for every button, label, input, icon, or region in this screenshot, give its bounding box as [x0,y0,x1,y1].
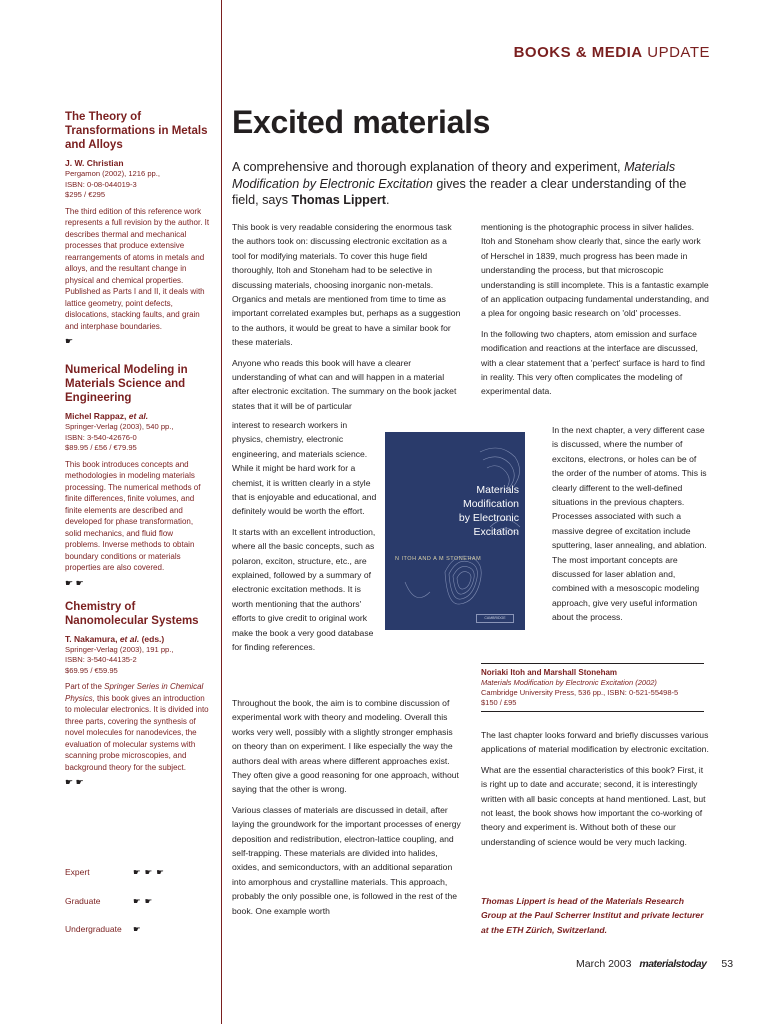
cover-publisher-logo: CAMBRIDGE [476,614,514,623]
paragraph: The last chapter looks forward and briefly discusses various applications of material modification by electronic excitation. [481,730,709,755]
rating-hand-icon: ☛ ☛ [65,577,84,588]
info-authors: Noriaki Itoh and Marshall Stoneham [481,668,618,677]
paragraph: Various classes of materials are discussed in detail, after laying the groundwork for the important processes of energy deposition and redistribution, electron-lattice coupling, and self-trapping. These materials are divided into halides, oxides, and semiconductors, with an additional separation into amorphous and crystalline materials. This approach, probably the only possible one, is followed in the rest of the book. One example worth [232,804,461,916]
paragraph: Anyone who reads this book will have a clearer understanding of what can and will happen in a material after electronic excitation. The summary on the book jacket states that it will be of particular [232,357,457,411]
article-lead [232,159,712,209]
rating-row [65,894,210,923]
book-description [65,681,210,773]
article-column [552,423,709,631]
article-title: Excited materials [232,104,491,140]
book-isbn: ISBN: 3-540-44135-2 [65,655,137,664]
cover-title-line: Materials [476,484,519,496]
rating-key [65,865,210,951]
paragraph: interest to research workers in physics, chemistry, electronic engineering, and materials science. While it might be hard work for a chemist, it is written clearly in a style that is enjoyable and educational, and definitely would be worth the effort. [232,420,377,517]
info-price: $150 / £95 [481,698,517,707]
lead-text: gives the reader a clear understanding of the field, says [232,176,687,207]
page-footer [576,958,733,970]
author-name: T. Nakamura, [65,633,118,644]
book-author [65,634,210,645]
paragraph: mentioning is the photographic process in silver halides. Itoh and Stoneham show clearly that, since the early work of Herschel in 1839, much progress has been made in understanding the process, but that microscopic understanding is still incomplete. This is a fantastic example of an application outpacing fundamental understanding, and a plea for ongoing basic research on 'old' processes. [481,222,709,319]
magazine-logo: materialstoday [639,958,707,970]
paragraph: In the following two chapters, atom emission and surface modification and reactions at the interface are discussed, with a clear statement that a 'perfect' surface is hard to find in reality. This very often complicates the modeling of experimental data. [481,328,705,397]
article-column [232,696,462,924]
book-cover-image [385,432,525,630]
cover-title-line: Excitation [473,526,519,538]
rating-label: Graduate [65,895,101,906]
lead-book-title: Materials Modification by Electronic Excitation [232,160,676,191]
book-description: The third edition of this reference work represents a full revision by the author. It describes thermal and mechanical processes that produce extensive rearrangements of atoms in metals and alloys, and the resultant change in physical and chemical properties. Published as Parts I and II, it deals with lattice geometry, point defects, dislocations, stacking faults, and grain and interphase boundaries. [65,206,210,331]
rating-hand-icon: ☛☛☛ [133,867,168,877]
article-column [481,728,709,855]
cover-authors: N ITOH AND A M STONEHAM [395,556,482,562]
book-publisher: Pergamon (2002), 1216 pp., [65,169,160,178]
paragraph: It starts with an excellent introduction, where all the basic concepts, such as polaron, exciton, structure, etc., are explained, followed by a summary of electronic excitation methods. It is worth mentioning that the authors' efforts to give credit to original work make the book a very good database for finding references. [232,526,376,653]
book-isbn: ISBN: 0-08-044019-3 [65,179,137,189]
paragraph: What are the essential characteristics of this book? First, it is right up to date and accurate; second, it is interestingly written with all basic concepts at hand mentioned. Last, but not least, the book shows how important the co-working of theory and experiment is. Without both of these our understanding of science would be very much lacking. [481,764,706,847]
article-column [232,418,380,661]
author-etal: et al. [128,411,149,421]
author-suffix: (eds.) [141,633,165,644]
sidebar [65,110,210,789]
book-info-box [481,663,704,712]
rating-label: Undergraduate [65,924,122,934]
article-column [232,220,462,419]
book-price: $89.95 / £56 / €79.95 [65,443,137,452]
book-title: The Theory of Transformations in Metals and Alloys [65,111,208,151]
lead-text: . [385,193,390,207]
rating-hand-icon: ☛☛ [133,895,157,906]
book-price: $295 / €295 [65,190,106,199]
rating-row [65,922,210,951]
sidebar-book [65,110,210,348]
author-bio: Thomas Lippert is head of the Materials Research Group at the Paul Scherrer Institut and private lecturer at the ETH Zürich, Switzerland. [481,896,704,935]
sidebar-book [65,600,210,790]
rating-label: Expert [65,867,90,877]
book-description: This book introduces concepts and methodologies in modeling materials processing. The numerical methods of finite differences, finite volumes, and finite elements are described and developed for phase transformation, solid mechanics, and fluid flow problems. Inverse methods to obtain boundary conditions or materials properties are also covered. [65,459,201,572]
rating-hand-icon: ☛ [133,924,145,934]
series-name: Springer Series in Chemical Physics, [65,682,204,703]
rating-hand-icon: ☛ [65,336,74,346]
cover-title-line: Modification [462,498,519,510]
book-title: Chemistry of Nanomolecular Systems [65,600,199,627]
sidebar-book [65,363,210,590]
author-etal: et al. [119,633,140,644]
book-price: $69.95 / €59.95 [65,665,118,675]
book-author [65,411,210,422]
paragraph: In the next chapter, a very different case is discussed, where the number of excitons, electrons, or holes can be of the order of the number of atoms. This is clearly different to the well-defined situations in the previous chapters. Processes associated with such a massive degree of excitation include sputtering, laser annealing, and ablation. The most important concepts are discussed for laser ablation and, combined with a mesoscopic modeling approach, give very useful information about the process. [552,425,707,623]
article-column [481,220,709,405]
section-sublabel: UPDATE [647,44,710,61]
book-title: Numerical Modeling in Materials Science and Engineering [65,364,188,404]
desc-text: Part of the [65,682,105,691]
desc-text: this book gives an introduction to molecular electronics. It is divided into three parts, covering the synthesis of novel molecules for nanodevices, the evaluation of molecular systems with scanning probe microscopies, and background theory for the subject. [65,693,209,772]
rating-hand-icon: ☛ ☛ [65,777,84,787]
cover-title [385,483,519,539]
vertical-divider [221,0,222,1024]
book-publisher: Springer-Verlag (2003), 540 pp., [65,422,174,431]
rating-row [65,865,210,894]
lead-text: A comprehensive and thorough explanation of theory and experiment, [232,160,621,174]
book-author: J. W. Christian [65,158,124,168]
paragraph: Throughout the book, the aim is to combine discussion of experimental work with theory and modeling. Overall this works very well, possibly with a slightly stronger emphasis on theory than on experiment. I like especially the way the authors deal with areas where different approaches exist. They often give a good reasoning for one approach, without saying that the other is wrong. [232,698,459,795]
issue-date: March 2003 [576,958,632,970]
lead-author: Thomas Lippert [291,193,386,207]
info-book-title: Materials Modification by Electronic Excitation (2002) [481,678,657,687]
author-name: Michel Rappaz, [65,411,127,421]
cover-title-line: by Electronic [458,512,519,524]
paragraph: This book is very readable considering the enormous task the authors took on: discussing electronic excitation as a tool for modifying materials. To cover this huge field thoroughly, Itoh and Stoneham had to be selective in discussing materials, choosing inorganic non-metals. Organics and metals are mentioned from time to time as important correlated examples but, perhaps as a suggestion to the authors, it would be great to have a similar book for these materials. [232,222,461,348]
page-number: 53 [721,958,734,970]
book-isbn: ISBN: 3-540-42676-0 [65,432,137,442]
book-publisher: Springer-Verlag (2003), 191 pp., [65,644,174,654]
section-header [514,44,710,61]
info-publisher: Cambridge University Press, 536 pp., ISBN: 0-521-55498-5 [481,688,679,697]
section-label: BOOKS & MEDIA [513,44,643,61]
